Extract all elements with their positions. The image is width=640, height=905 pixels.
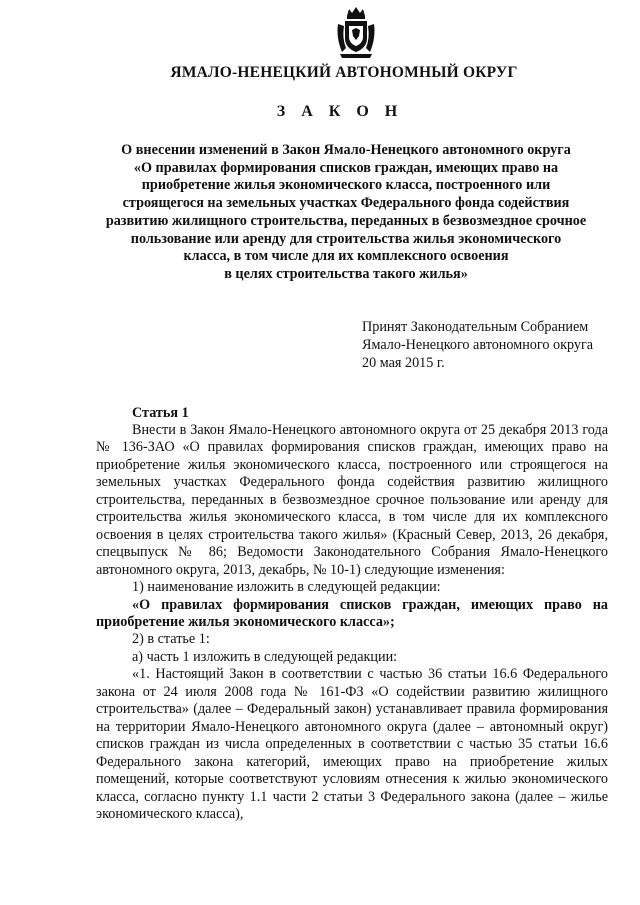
law-title xyxy=(96,142,596,284)
region-title: ЯМАЛО-НЕНЕЦКИЙ АВТОНОМНЫЙ ОКРУГ xyxy=(170,64,518,81)
law-title-line: класса, в том числе для их комплексного освоения xyxy=(183,248,509,265)
article-paragraph: 2) в статье 1: xyxy=(132,631,210,648)
law-title-line: развитию жилищного строительства, переданных в безвозмездное срочное xyxy=(105,212,587,229)
article-paragraph: «О правилах формирования списков граждан, имеющих право на приобретение жилья экономического класса»; xyxy=(96,596,608,630)
law-title-line: О внесении изменений в Закон Ямало-Ненецкого автономного округа xyxy=(121,142,571,158)
law-title-line: строящегося на земельных участках Федерального фонда содействия xyxy=(122,195,570,212)
adoption-date: 20 мая 2015 г. xyxy=(362,355,445,371)
article-paragraph: 1) наименование изложить в следующей редакции: xyxy=(132,579,441,596)
adoption-line: Принят Законодательным Собранием xyxy=(362,319,589,335)
law-title-line: пользование или аренду для строительства жилья экономического xyxy=(130,230,562,247)
law-heading: З А К О Н xyxy=(276,103,404,120)
article-body xyxy=(96,404,608,823)
law-title-line: приобретение жилья экономического класса, построенного или xyxy=(141,177,551,194)
adoption-line: Ямало-Ненецкого автономного округа xyxy=(362,337,594,353)
law-title-line: «О правилах формирования списков граждан, имеющих право на xyxy=(133,159,559,176)
coat-of-arms-icon xyxy=(334,4,378,60)
article-paragraph: «1. Настоящий Закон в соответствии с частью 36 статьи 16.6 Федерального закона от 24 июля 2008 года № 161-ФЗ «О содействии развитию жилищного строительства» (далее – Федеральный закон) устанавливает правила формирования на территории Ямало-Ненецкого автономного округа (далее – автономный округ) списков граждан из числа определенных в соответствии с частью 35 статьи 16.6 Федерального закона категорий, имеющих право на приобретение жилых помещений, которые соответствуют условиям отнесения к жилью экономического класса, согласно пункту 1.1 части 2 статьи 3 Федерального закона (далее – жилье экономического класса), xyxy=(96,666,608,822)
adoption-note xyxy=(362,318,593,372)
article-paragraph: а) часть 1 изложить в следующей редакции: xyxy=(132,648,398,665)
law-title-line: в целях строительства такого жилья» xyxy=(224,265,468,282)
article-paragraph: Внести в Закон Ямало-Ненецкого автономного округа от 25 декабря 2013 года № 136-ЗАО «О правилах формирования списков граждан, имеющих право на приобретение жилья экономического класса, построенного или строящегося на земельных участках Федерального фонда содействия развитию жилищного строительства, переданных в безвозмездное срочное пользование или аренду для строительства жилья экономического класса, в том числе для их комплексного освоения в целях строительства такого жилья» (Красный Север, 2013, 26 декабря, спецвыпуск № 86; Ведомости Законодательного Собрания Ямало-Ненецкого автономного округа, 2013, декабрь, № 10-1) следующие изменения: xyxy=(96,422,608,578)
article-title: Статья 1 xyxy=(132,405,189,421)
